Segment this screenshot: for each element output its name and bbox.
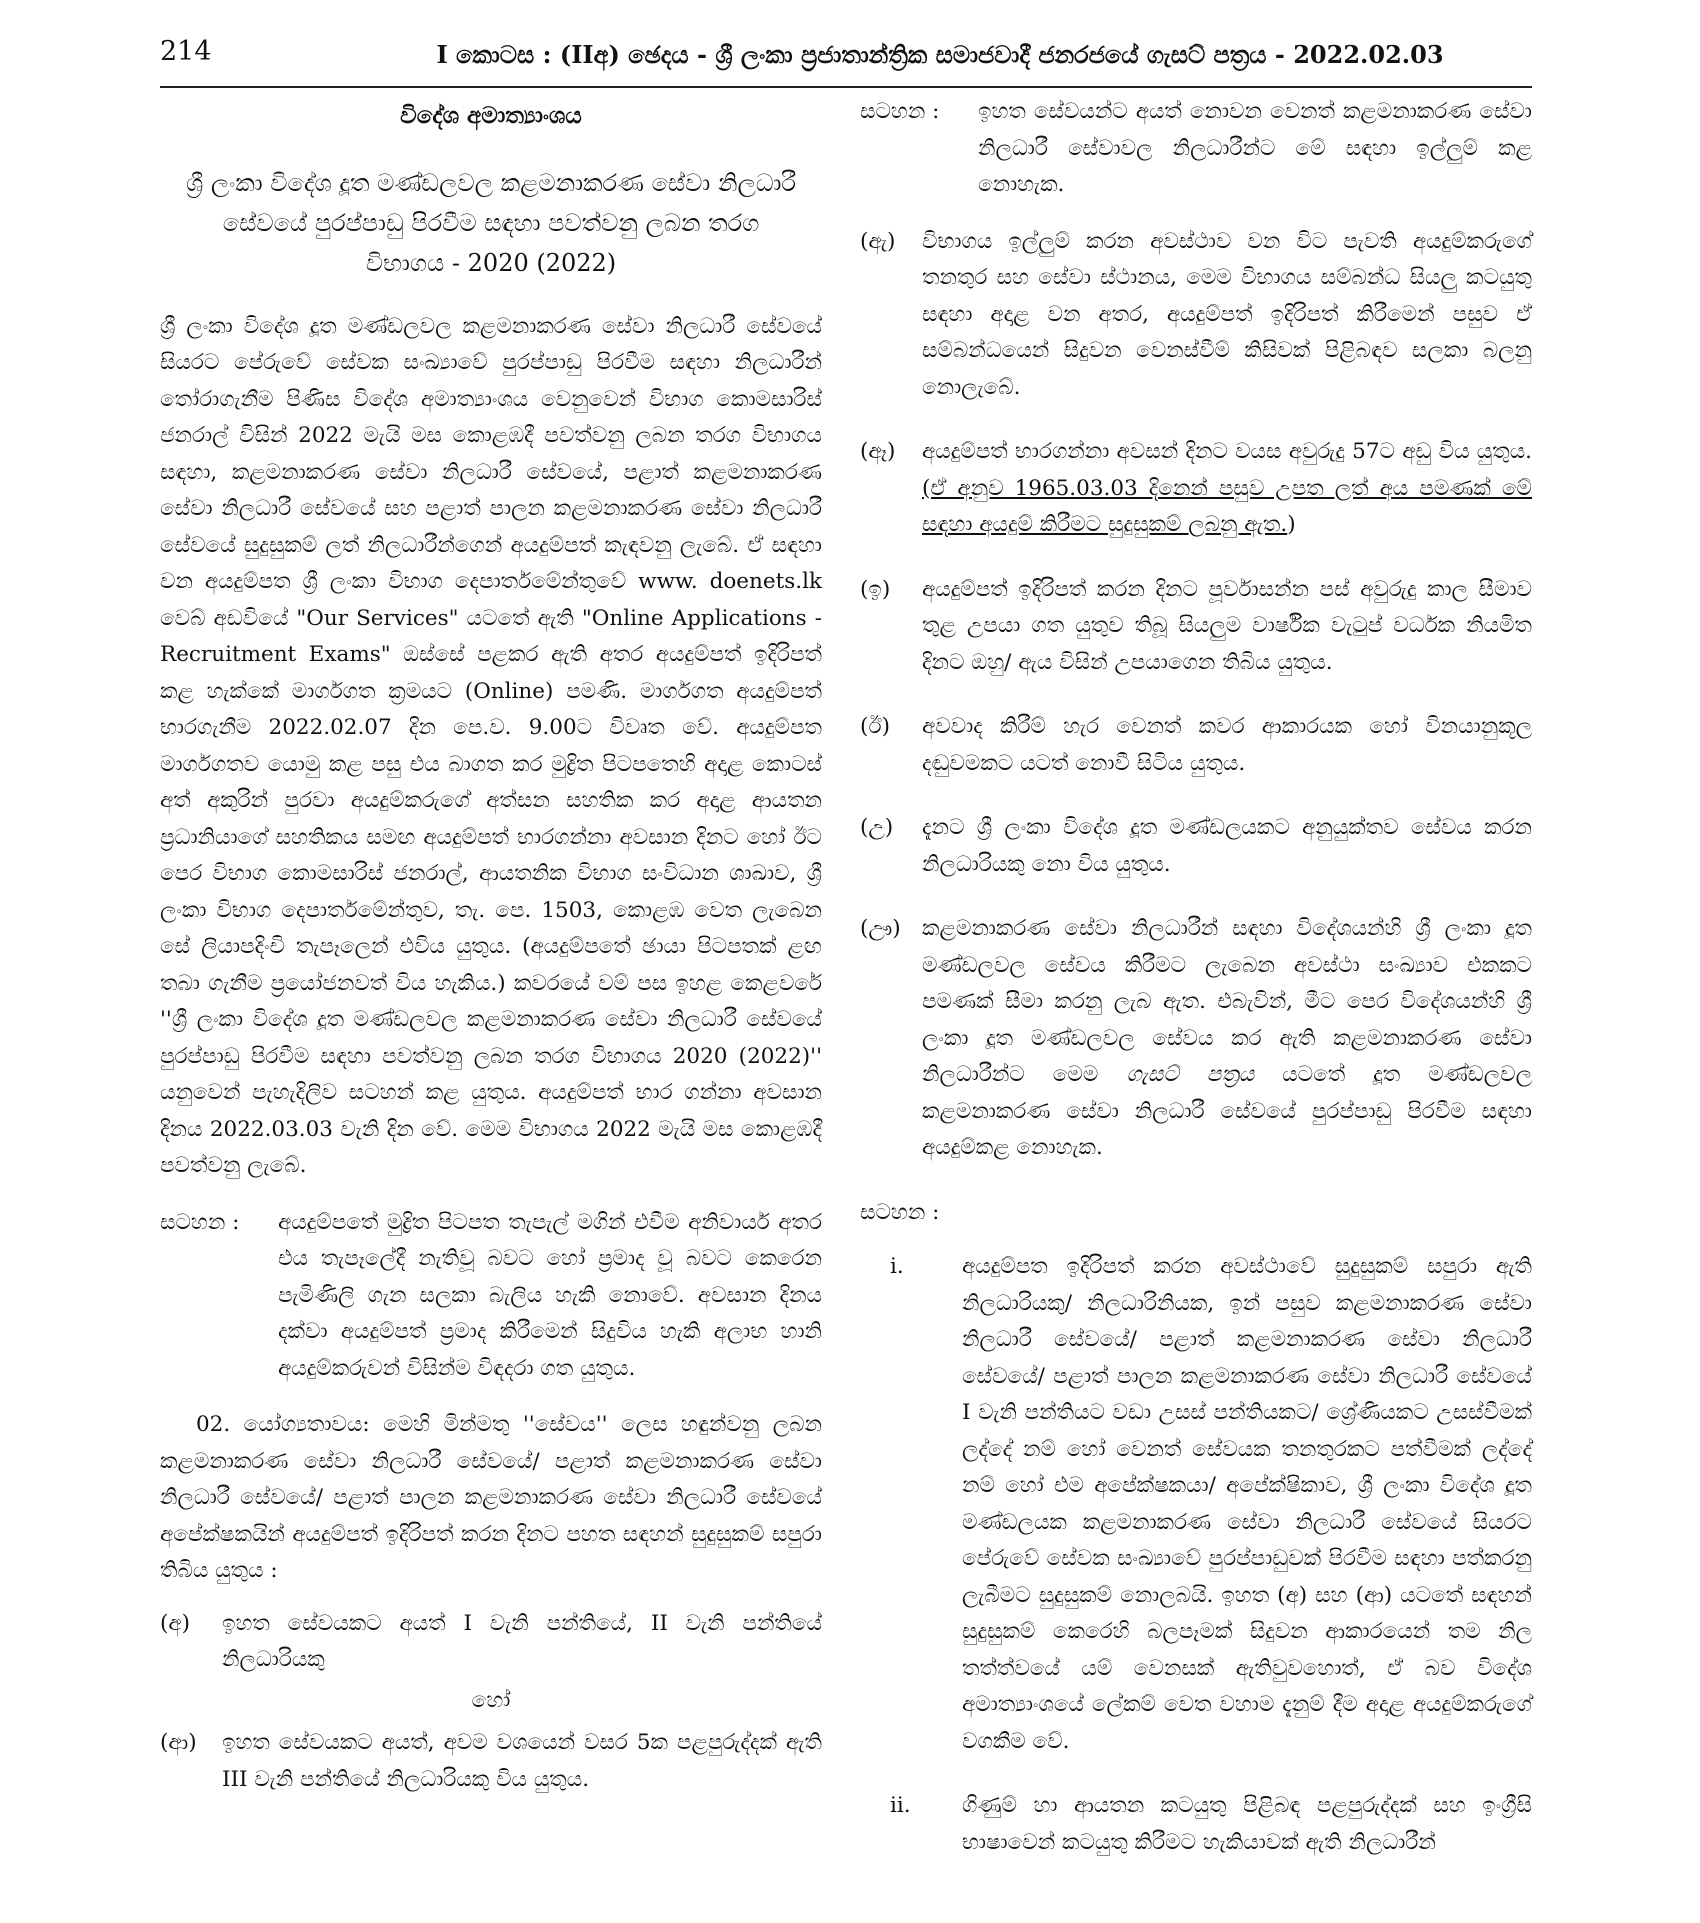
item-label: (ඌ) — [860, 916, 901, 941]
eligibility-paragraph: 02. යෝග්‍යතාවය: මෙහි මින්මතු ''සේවය'' ලෙස හඳුන්වනු ලබන කළමනාකරණ සේවා නිලධාරී සේවයේ/ පළාත් කළමනාකරණ සේවා නිලධාරී සේවයේ/ පළාත් පාලන කළමනාකරණ සේවා නිලධාරී සේවයේ අපේක්ෂකයින් අයදුම්පත් ඉදිරිපත් කරන දිනට පහත සඳහන් සුදුසුකම් සපුරා තිබිය යුතුය : — [160, 1412, 822, 1583]
item-text-part: යටතේ දූත මණ්ඩලවල කළමනාකරණ සේවා නිලධාරී සේවයේ පුරප්පාඩු පිරවීම සඳහා අයදුම්කළ නොහැක. — [922, 1062, 1532, 1160]
or-word: හෝ — [471, 1687, 511, 1713]
page-number: 214 — [160, 36, 212, 67]
item-text: විභාගය ඉල්ලුම් කරන අවස්ථාව වන විට පැවති අයදුම්කරුගේ තනතුර සහ සේවා ස්ථානය, මෙම විභාගය සම්බන්ධ සියලු කටයුතු සඳහා අදාළ වන අතර, අයදුම්පත් ඉදිරිපත් කිරීමෙන් පසුව ඒ සම්බන්ධයෙන් සිදුවන වෙනස්වීම් කිසිවක් පිළිබඳව සලකා බලනු නොලැබේ. — [922, 228, 1532, 400]
item-label: (ඉ) — [860, 576, 891, 602]
list-item — [160, 1725, 822, 1798]
list-item — [860, 224, 1532, 407]
list-item — [860, 810, 1532, 883]
list-item — [860, 911, 1532, 1167]
item-text: දැනට ශ්‍රී ලංකා විදේශ දූත මණ්ඩලයකට අනුයුක්තව සේවය කරන නිලධාරියකු නො විය යුතුය. — [922, 815, 1532, 877]
item-text-part: ) — [1287, 512, 1296, 537]
item-text: ඉහත සේවයකට අයත්, අවම වශයෙන් වසර 5ක පළපුරුද්දක් ඇති III වැනි පන්තියේ නිලධාරියකු විය යුතුය. — [222, 1730, 822, 1792]
item-text: ගිණුම් හා ආයතන කටයුතු පිළිබඳ පළපුරුද්දක් සහ ඉංග්‍රීසි භාෂාවෙන් කටයුතු කිරීමට හැකියාවක් ඇති නිලධාරීන් — [962, 1793, 1532, 1855]
list-item — [160, 1606, 822, 1679]
header-rule — [160, 86, 1532, 88]
item-label: (ආ) — [160, 1730, 197, 1755]
item-label: (අ) — [160, 1610, 191, 1636]
note-block — [860, 94, 1532, 204]
list-item — [860, 709, 1532, 782]
note-text: ඉහත සේවයන්ට අයත් නොවන වෙනත් කළමනාකරණ සේවා නිලධාරී සේවාවල නිලධාරීන්ට මේ සඳහා ඉල්ලුම් කළ නොහැක. — [978, 99, 1532, 197]
item-label: (ඊ) — [860, 714, 890, 739]
item-text-part: අයදුම්පත් භාරගන්නා අවසන් දිනට වයස අවුරුදු 57ට අඩු විය යුතුය. — [922, 439, 1532, 464]
note-text: අයදුම්පතේ මුද්‍රිත පිටපත තැපැල් මගින් එවීම අනිවාර්ය අතර එය තැපෑලේදී නැතිවූ බවට හෝ ප්‍රමාද වූ බවට කෙරෙන පැමිණිලි ගැන සලකා බැලිය හැකි නොවේ. අවසාන දිනය දක්වා අයදුම්පත් ප්‍රමාද කිරීමෙන් සිදුවිය හැකි අලාභ හානි අයදුම්කරුවන් විසින්ම විඳදරා ගත යුතුය. — [278, 1209, 822, 1381]
left-column — [160, 94, 822, 1826]
italic-text: ගැසට් පත්‍රය — [1126, 1062, 1255, 1087]
list-item — [860, 1788, 1532, 1861]
item-label: (ඈ) — [860, 439, 896, 464]
item-label: (උ) — [860, 815, 894, 840]
right-column — [860, 94, 1532, 1889]
main-paragraph: ශ්‍රී ලංකා විදේශ දූත මණ්ඩලවල කළමනාකරණ සේවා නිලධාරී සේවයේ සියරට පේරුවේ සේවක සංඛ්‍යාවේ පුරප්පාඩු පිරවීම සඳහා නිලධාරීන් තෝරාගැනීම පිණිස විදේශ අමාත්‍යාංශය වෙනුවෙන් විභාග කොමසාරිස් ජනරාල් විසින් 2022 මැයි මස කොළඹදී පවත්වනු ලබන තරග විභාගය සඳහා, කළමනාකරණ සේවා නිලධාරී සේවයේ, පළාත් කළමනාකරණ සේවා නිලධාරී සේවයේ සහ පළාත් පාලන කළමනාකරණ සේවා නිලධාරී සේවයේ සුදුසුකම් ලත් නිලධාරීන්ගෙන් අයදුම්පත් කැඳවනු ලැබේ. ඒ සඳහා වන අයදුම්පත ශ්‍රී ලංකා විභාග දෙපාර්තමේන්තුවේ www. doenets.lk වෙබ් අඩවියේ "Our Services" යටතේ ඇති "Online Applications - Recruitment Exams" ඔස්සේ පළකර ඇති අතර අයදුම්පත් ඉදිරිපත් කළ හැක්කේ මාර්ගගත ක්‍රමයට (Online) පමණි. මාර්ගගත අයදුම්පත් භාරගැනීම 2022.02.07 දින පෙ.ව. 9.00ට විවෘත වේ. අයදුම්පත මාර්ගගතව යොමු කළ පසු එය බාගත කර මුද්‍රිත පිටපතෙහි අදාළ කොටස් අත් අකුරින් පුරවා අයදුම්කරුගේ අත්සන සහතික කර අදාළ ආයතන ප්‍රධානියාගේ සහතිකය සමඟ අයදුම්පත් භාරගන්නා අවසාන දිනට හෝ ඊට පෙර විභාග කොමසාරිස් ජනරාල්, ආයතනික විභාග සංවිධාන ශාඛාව, ශ්‍රී ලංකා විභාග දෙපාර්තමේන්තුව, තැ. පෙ. 1503, කොළඹ වෙත ලැබෙන සේ ලියාපදිංචි තැපෑලෙන් එවිය යුතුය. (අයදුම්පතේ ඡායා පිටපතක් ළඟ තබා ගැනීම ප්‍රයෝජනවත් විය හැකිය.) කවරයේ වම් පස ඉහළ කෙළවරේ ''ශ්‍රී ලංකා විදේශ දූත මණ්ඩලවල කළමනාකරණ සේවා නිලධාරී සේවයේ පුරප්පාඩු පිරවීම සඳහා පවත්වනු ලබන තරග විභාගය 2020 (2022)'' යනුවෙන් පැහැදිලිව සටහන් කළ යුතුය. අයදුම්පත් භාර ගන්නා අවසාන දිනය 2022.03.03 වැනි දින වේ. මෙම විභාගය 2022 මැයි මස කොළඹදී පවත්වනු ලැබේ. — [160, 313, 822, 1178]
item-text: අයදුම්පත් ඉදිරිපත් කරන දිනට පූර්වාසන්න පස් අවුරුදු කාල සීමාව තුළ උපයා ගත යුතුව තිබූ සියලුම වාර්ෂික වැටුප් වර්ධක නියමිත දිනට ඔහු/ ඇය විසින් උපයාගෙන තිබිය යුතුය. — [922, 576, 1532, 675]
note-label: සටහන : — [860, 99, 940, 124]
note-label: සටහන : — [860, 1199, 940, 1225]
item-text-part: කළමනාකරණ සේවා නිලධාරීන් සඳහා විදේශයන්හි ශ්‍රී ලංකා දූත මණ්ඩලවල සේවය කිරීමට ලැබෙන අවස්ථා සංඛ්‍යාව එකකට පමණක් සීමා කරනු ලැබ ඇත. එබැවින්, මීට පෙර විදේශයන්හි ශ්‍රී ලංකා දූත මණ්ඩලවල සේවය කර ඇති කළමනාකරණ සේවා නිලධාරීන්ට මෙම — [922, 916, 1532, 1087]
item-text: අවවාද කිරීම් හැර වෙනත් කවර ආකාරයක හෝ විනයානුකූල දඬුවමකට යටත් නොවී සිටිය යුතුය. — [922, 714, 1532, 776]
item-text — [922, 911, 1532, 1167]
ministry-heading: විදේශ අමාත්‍යාංශය — [400, 102, 582, 129]
notice-title: ශ්‍රී ලංකා විදේශ දූත මණ්ඩලවල කළමනාකරණ සේවා නිලධාරී සේවයේ පුරප්පාඩු පිරවීම සඳහා පවත්වනු ලබන තරග විභාගය - 2020 (2022) — [186, 168, 796, 277]
underlined-text: (ඒ අනුව 1965.03.03 දිනෙන් පසුව උපත ලත් අය පමණක් මේ සඳහා අයදුම් කිරීමට සුදුසුකම් ලබනු ඇත. — [922, 475, 1532, 537]
list-item — [860, 572, 1532, 682]
item-label: ii. — [890, 1793, 911, 1818]
note-block — [160, 1205, 822, 1388]
list-item — [860, 434, 1532, 544]
item-text: අයදුම්පත ඉදිරිපත් කරන අවස්ථාවේ සුදුසුකම් සපුරා ඇති නිලධාරියකු/ නිලධාරිනියක, ඉන් පසුව කළමනාකරණ සේවා නිලධාරී සේවයේ/ පළාත් කළමනාකරණ සේවා නිලධාරී සේවයේ/ පළාත් පාලන කළමනාකරණ සේවා නිලධාරී සේවයේ I වැනි පන්තියට වඩා උසස් පන්තියකට/ ශ්‍රේණියකට උසස්වීමක් ලද්දේ නම් හෝ වෙනත් සේවයක තනතුරකට පත්වීමක් ලද්දේ නම් හෝ එම අපේක්ෂකයා/ අපේක්ෂිකාව, ශ්‍රී ලංකා විදේශ දූත මණ්ඩලයක කළමනාකරණ සේවා නිලධාරී සේවයේ සියරට පේරුවේ සේවක සංඛ්‍යාවේ පුරප්පාඩුවක් පිරවීම සඳහා පත්කරනු ලැබීමට සුදුසුකම් නොලබයි. ඉහත (අ) සහ (ආ) යටතේ සඳහන් සුදුසුකම් කෙරෙහි බලපෑමක් සිදුවන ආකාරයෙන් තම නිල තත්ත්වයේ යම් වෙනසක් ඇතිවුවහොත්, ඒ බව විදේශ අමාත්‍යාංශයේ ලේකම් වෙත වහාම දැනුම් දීම අදාළ අයදුම්කරුගේ වගකීම වේ. — [962, 1254, 1532, 1754]
list-item — [860, 1249, 1532, 1760]
item-label: (ඇ) — [860, 228, 896, 254]
item-label: i. — [890, 1254, 904, 1279]
item-text: ඉහත සේවයකට අයත් I වැනි පන්තියේ, II වැනි පන්තියේ නිලධාරියකු — [222, 1610, 822, 1672]
note-label: සටහන : — [160, 1209, 240, 1235]
running-head: I කොටස : (IIඅ) ඡෙදය - ශ්‍රී ලංකා ප්‍රජාතාන්ත්‍රික සමාජවාදී ජනරජයේ ගැසට් පත්‍රය - 2022.02.03 — [436, 40, 1444, 69]
page-header — [160, 30, 1530, 88]
item-text — [922, 434, 1532, 544]
